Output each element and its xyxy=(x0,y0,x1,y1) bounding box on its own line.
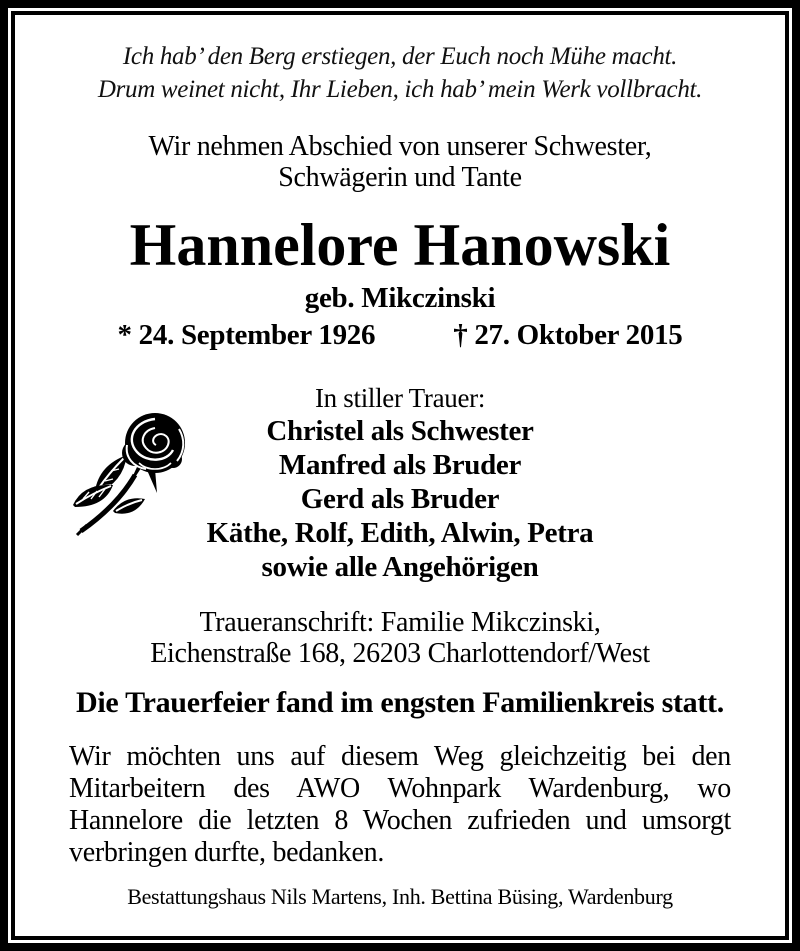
mourner-line: Christel als Schwester xyxy=(266,415,534,447)
birth-date: * 24. September 1926 xyxy=(117,319,376,351)
mourning-intro: In stiller Trauer: xyxy=(314,383,486,413)
epitaph-line-1: Ich hab’ den Berg erstiegen, der Euch noch Mühe macht. xyxy=(122,43,678,70)
maiden-name: geb. Mikczinski xyxy=(304,282,496,314)
outer-frame xyxy=(8,8,792,943)
funeral-home-line: Bestattungshaus Nils Martens, Inh. Bettina Büsing, Wardenburg xyxy=(127,884,673,909)
mourner-line: sowie alle Angehörigen xyxy=(261,551,539,583)
epitaph xyxy=(15,15,785,106)
death-date: † 27. Oktober 2015 xyxy=(453,319,683,351)
deceased-name: Hannelore Hanowski xyxy=(129,212,671,278)
mourning-address-line-1: Traueranschrift: Familie Mikczinski, xyxy=(199,607,601,638)
obituary-content xyxy=(15,15,785,936)
farewell-intro-line-2: Schwägerin und Tante xyxy=(278,162,522,193)
mourner-line: Gerd als Bruder xyxy=(300,483,500,515)
thanks-paragraph: Wir möchten uns auf diesem Weg gleichzeitig bei den Mitarbeitern des AWO Wohnpark Wardenburg, wo Hannelore die letzten 8 Wochen zufrieden und umsorgt verbringen durfte, bedanken. xyxy=(69,741,731,868)
mourning-address-line-2: Eichenstraße 168, 26203 Charlottendorf/West xyxy=(150,638,650,669)
mourning-address xyxy=(15,607,785,669)
epitaph-line-2: Drum weinet nicht, Ihr Lieben, ich hab’ mein Werk vollbracht. xyxy=(97,76,703,103)
ceremony-note: Die Trauerfeier fand im engsten Familienkreis statt. xyxy=(76,686,724,719)
life-dates xyxy=(15,318,785,352)
farewell-intro-line-1: Wir nehmen Abschied von unserer Schwester, xyxy=(148,131,652,162)
rose-icon xyxy=(67,407,195,539)
inner-frame xyxy=(11,11,789,940)
farewell-intro xyxy=(15,131,785,193)
mourner-line: Manfred als Bruder xyxy=(278,449,522,481)
mourner-line: Käthe, Rolf, Edith, Alwin, Petra xyxy=(206,517,594,549)
